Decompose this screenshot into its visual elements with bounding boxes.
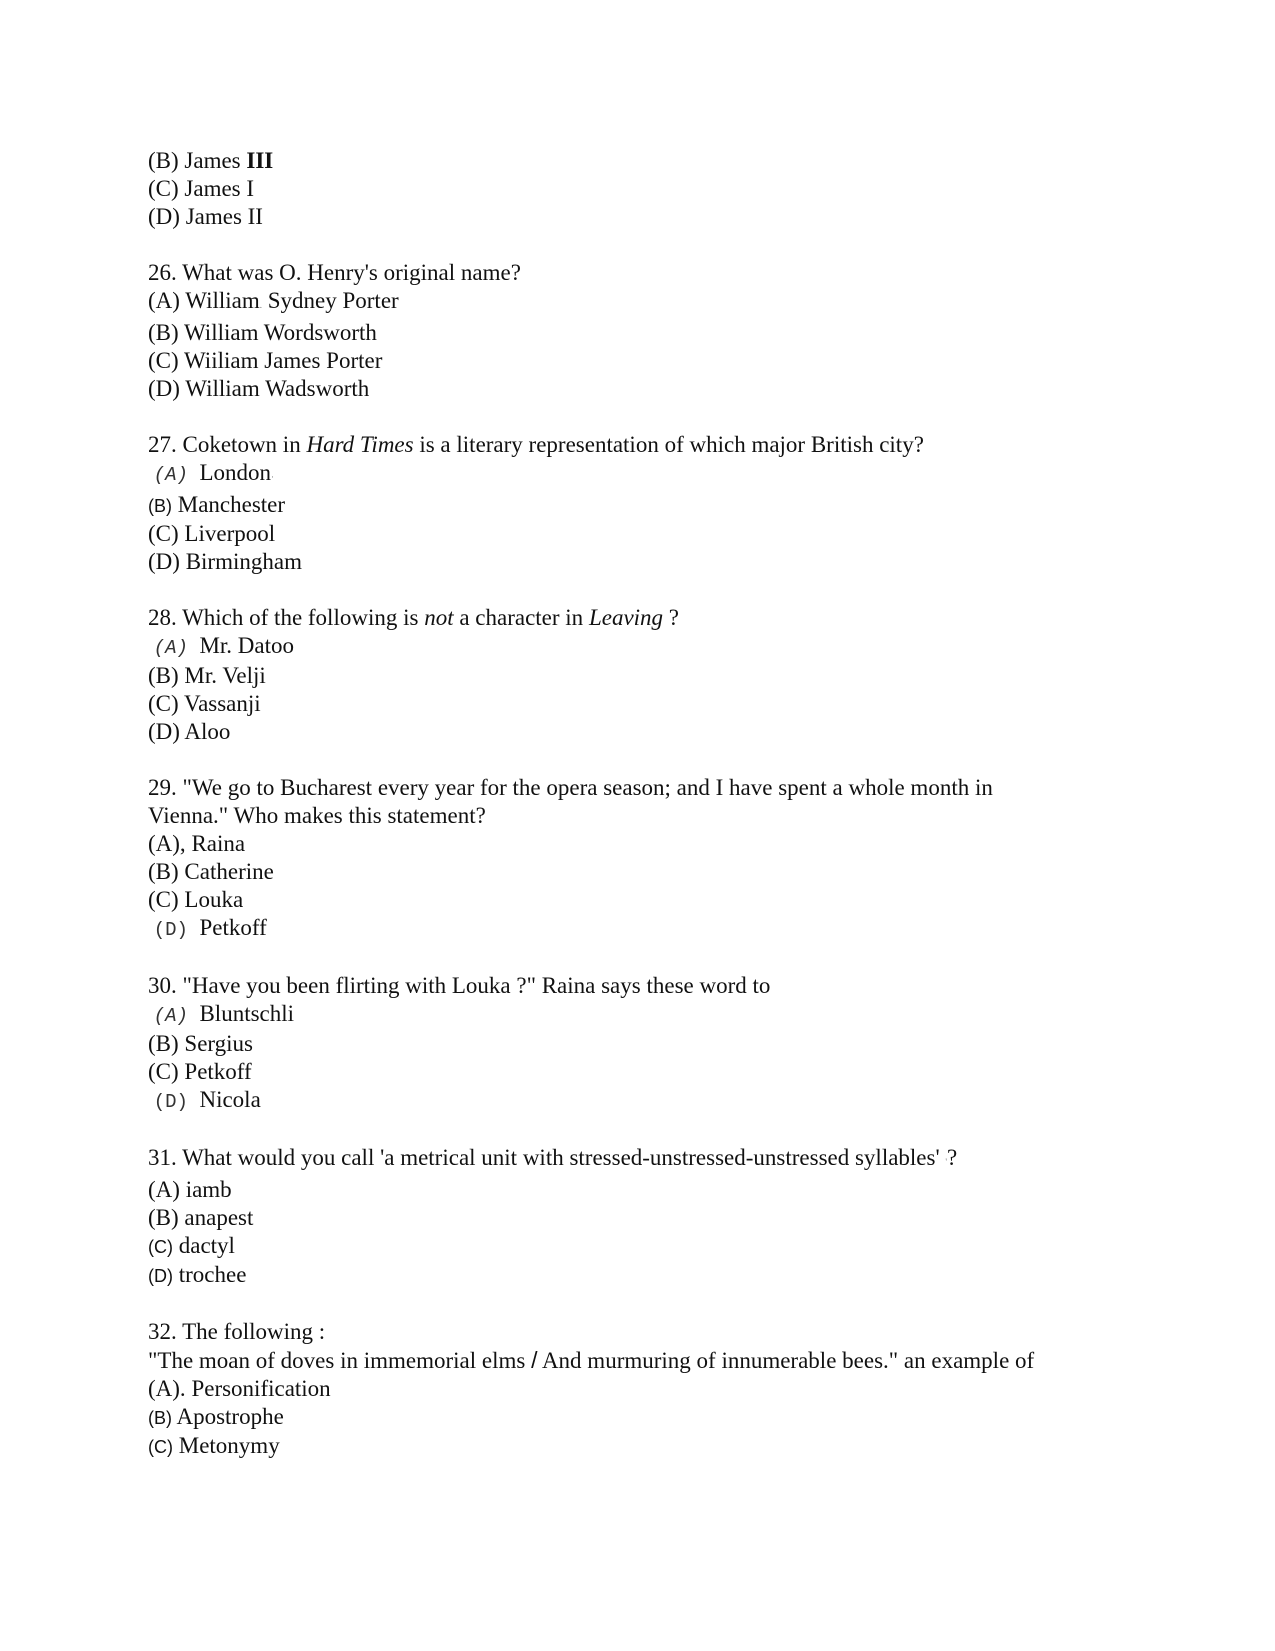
option-text: Louka xyxy=(184,887,244,912)
option-d xyxy=(148,718,1148,746)
question-text-line-1: 32. The following : xyxy=(148,1319,326,1344)
question-text-line-2: Vienna." Who makes this statement? xyxy=(148,803,486,828)
option-d xyxy=(148,203,1148,231)
option-text: Apostrophe xyxy=(176,1404,284,1429)
option-label: (C) xyxy=(148,348,179,373)
option-label: (C) xyxy=(148,887,179,912)
option-text: Mr. Datoo xyxy=(199,633,295,658)
option-text: Liverpool xyxy=(184,521,276,546)
option-a xyxy=(148,287,1148,319)
option-label: (D) xyxy=(148,1266,173,1286)
option-text: William Wadsworth xyxy=(185,376,370,401)
question-27 xyxy=(148,431,1148,576)
line-break-slash: / xyxy=(531,1347,538,1373)
question-26 xyxy=(148,259,1148,403)
option-text: Aloo xyxy=(184,719,231,744)
option-label: (A), xyxy=(148,831,186,856)
book-title: Hard Times xyxy=(306,432,414,457)
option-label: (B) xyxy=(148,148,179,173)
question-text-line-2 xyxy=(148,1346,1148,1375)
option-b xyxy=(148,319,1148,347)
book-title: Leaving xyxy=(588,605,664,630)
option-text: William xyxy=(185,288,260,313)
option-c xyxy=(148,886,1148,914)
option-b xyxy=(148,1204,1148,1232)
option-text: Birmingham xyxy=(185,549,302,574)
option-text: Mr. Velji xyxy=(184,663,266,688)
option-text: anapest xyxy=(184,1205,254,1230)
option-d xyxy=(148,375,1148,403)
option-a xyxy=(148,459,1148,491)
option-label: (A). xyxy=(148,1376,186,1401)
option-label: (C) xyxy=(148,1237,173,1257)
option-d xyxy=(148,1086,1148,1116)
question-25-options xyxy=(148,147,1148,231)
option-label: (A) xyxy=(148,288,180,313)
question-text-line-1: 29. "We go to Bucharest every year for the opera season; and I have spent a whole month in xyxy=(148,775,993,800)
exam-page xyxy=(148,147,1148,1461)
option-label: (B) xyxy=(148,663,179,688)
question-28 xyxy=(148,604,1148,746)
option-a xyxy=(148,830,1148,858)
option-text: dactyl xyxy=(178,1233,235,1258)
question-30 xyxy=(148,972,1148,1116)
option-label: (B) xyxy=(148,1408,172,1428)
option-c xyxy=(148,1232,1148,1261)
option-label: (C) xyxy=(148,1437,173,1457)
question-text-part: 28. Which of the following is xyxy=(148,605,419,630)
option-b xyxy=(148,1030,1148,1058)
option-b xyxy=(148,1403,1148,1432)
option-c xyxy=(148,175,1148,203)
option-label: (A) xyxy=(153,1005,188,1027)
option-label: (B) xyxy=(148,320,179,345)
question-text: 26. What was O. Henry's original name? xyxy=(148,260,521,285)
option-a xyxy=(148,1176,1148,1204)
option-label: (B) xyxy=(148,1031,179,1056)
question-text xyxy=(148,431,1148,459)
option-text: James II xyxy=(185,204,263,229)
option-text: Raina xyxy=(191,831,246,856)
option-label: (B) xyxy=(148,496,172,516)
question-text-part: 31. What would you call 'a metrical unit with stressed-unstressed-unstressed syllables' xyxy=(148,1145,940,1170)
question-text-part: 27. Coketown in xyxy=(148,432,301,457)
option-text: iamb xyxy=(185,1177,232,1202)
option-text: Petkoff xyxy=(184,1059,252,1084)
option-label: (C) xyxy=(148,176,179,201)
stray-mark: · xyxy=(271,472,275,482)
option-text: Wiiliam James Porter xyxy=(184,348,383,373)
option-b xyxy=(148,662,1148,690)
stray-mark: . xyxy=(259,300,262,310)
option-text: Personification xyxy=(191,1376,331,1401)
option-c xyxy=(148,1432,1148,1461)
option-text: London xyxy=(199,460,272,485)
option-label: (B) xyxy=(148,859,179,884)
option-text: Sydney Porter xyxy=(267,288,399,313)
question-text-part: ? xyxy=(668,605,680,630)
option-c xyxy=(148,347,1148,375)
option-d xyxy=(148,914,1148,944)
question-text-part: a character in xyxy=(459,605,584,630)
option-d xyxy=(148,1261,1148,1290)
quote-part: "The moan of doves in immemorial elms xyxy=(148,1348,526,1373)
question-text xyxy=(148,604,1148,632)
option-label: (C) xyxy=(148,691,179,716)
option-text: Bluntschli xyxy=(199,1001,295,1026)
option-a xyxy=(148,1000,1148,1030)
option-text: Catherine xyxy=(184,859,274,884)
option-text: Metonymy xyxy=(178,1433,280,1458)
option-a xyxy=(148,632,1148,662)
option-label: (D) xyxy=(148,204,180,229)
option-label: (C) xyxy=(148,521,179,546)
option-label: (C) xyxy=(148,1059,179,1084)
option-text-bold: III xyxy=(246,148,274,173)
option-label: (D) xyxy=(148,719,180,744)
option-label: (A) xyxy=(148,1177,180,1202)
option-label: (B) xyxy=(148,1205,179,1230)
option-text: William Wordsworth xyxy=(184,320,377,345)
option-c xyxy=(148,1058,1148,1086)
option-text: Manchester xyxy=(177,492,286,517)
emphasis: not xyxy=(424,605,454,630)
option-b xyxy=(148,491,1148,520)
option-text: James xyxy=(184,148,241,173)
option-c xyxy=(148,690,1148,718)
question-29 xyxy=(148,774,1148,944)
option-b xyxy=(148,147,1148,175)
option-text: trochee xyxy=(178,1262,247,1287)
stray-mark: ' xyxy=(945,1157,947,1167)
question-text xyxy=(148,1144,1148,1176)
option-label: (A) xyxy=(153,637,188,659)
option-text: Sergius xyxy=(184,1031,254,1056)
option-a xyxy=(148,1375,1148,1403)
question-mark: ? xyxy=(947,1145,958,1170)
option-c xyxy=(148,520,1148,548)
question-31 xyxy=(148,1144,1148,1290)
option-label: (D) xyxy=(153,919,188,941)
option-text: Vassanji xyxy=(184,691,261,716)
option-b xyxy=(148,858,1148,886)
option-label: (D) xyxy=(153,1091,188,1113)
quote-part: And murmuring of innumerable bees." an example of xyxy=(541,1348,1035,1373)
option-label: (D) xyxy=(148,376,180,401)
option-d xyxy=(148,548,1148,576)
option-text: Petkoff xyxy=(199,915,267,940)
option-label: (A) xyxy=(153,464,188,486)
question-text-part: is a literary representation of which major British city? xyxy=(419,432,924,457)
option-label: (D) xyxy=(148,549,180,574)
option-text: James I xyxy=(184,176,255,201)
option-text: Nicola xyxy=(199,1087,261,1112)
question-text: 30. "Have you been flirting with Louka ?" Raina says these word to xyxy=(148,973,771,998)
question-32 xyxy=(148,1318,1148,1461)
